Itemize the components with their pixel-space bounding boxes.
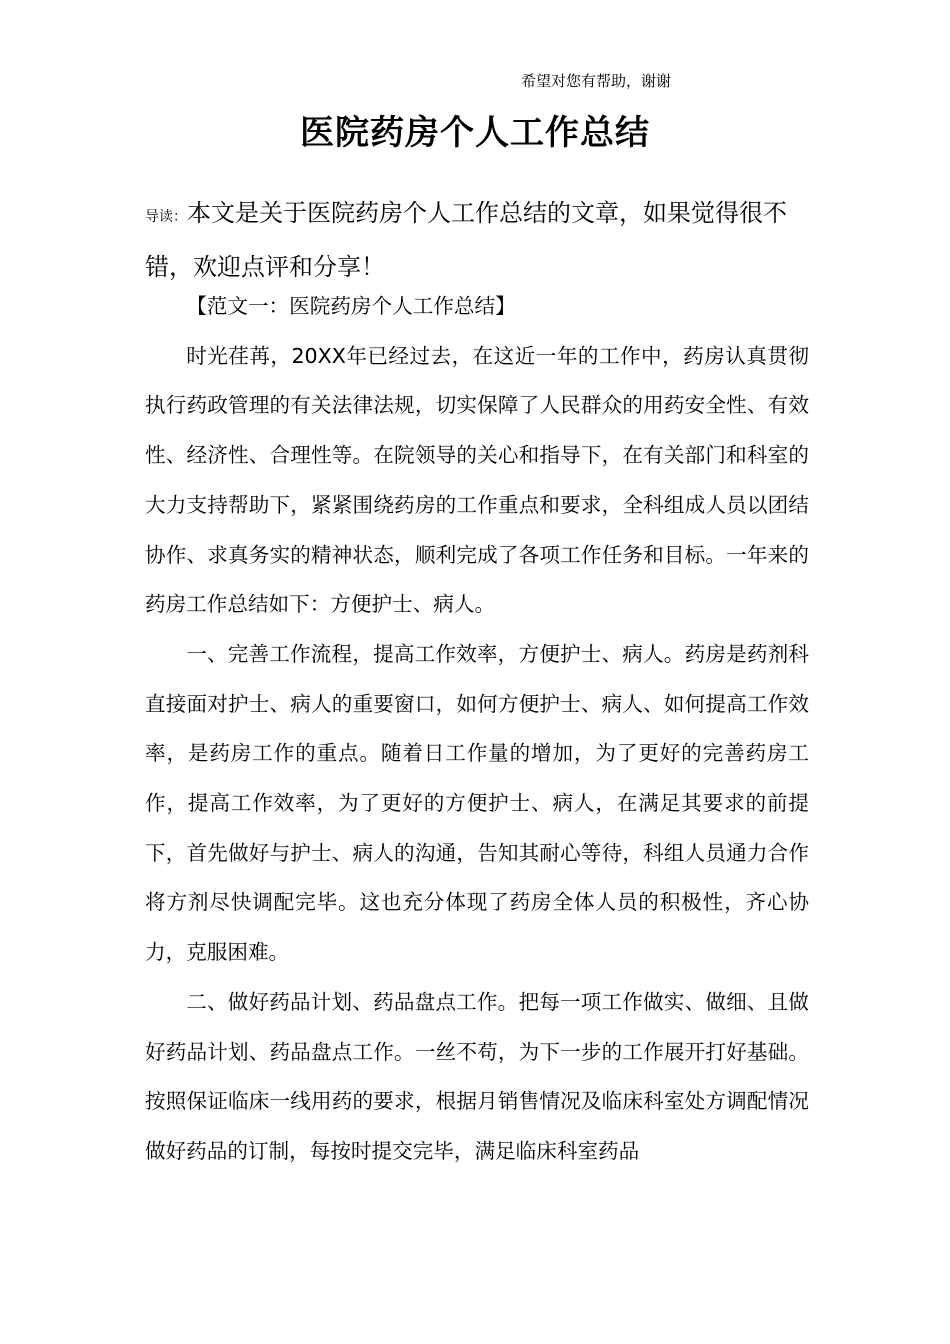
section-heading: 【范文一：医院药房个人工作总结】	[186, 294, 516, 318]
paragraph-2: 一、完善工作流程，提高工作效率，方便护士、病人。药房是药剂科直接面对护士、病人的重要窗口，如何方便护士、病人、如何提高工作效率，是药房工作的重点。随着日工作量的增加，为了更好的完善药房工作，提高工作效率，为了更好的方便护士、病人，在满足其要求的前提下，首先做好与护士、病人的沟通，告知其耐心等待，科组人员通力合作将方剂尽快调配完毕。这也充分体现了药房全体人员的积极性，齐心协力，克服困难。	[145, 641, 809, 965]
intro-text: 本文是关于医院药房个人工作总结的文章，如果觉得很不错，欢迎点评和分享！	[145, 199, 787, 281]
page-title: 医院药房个人工作总结	[300, 113, 650, 153]
intro-label: 导读：	[145, 209, 187, 225]
header-note: 希望对您有帮助，谢谢	[521, 72, 672, 90]
paragraph-3: 二、做好药品计划、药品盘点工作。把每一项工作做实、做细、且做好药品计划、药品盘点工作。一丝不苟，为下一步的工作展开打好基础。按照保证临床一线用药的要求，根据月销售情况及临床科室处方调配情况做好药品的订制，每按时提交完毕，满足临床科室药品	[145, 989, 809, 1163]
paragraph-1: 时光荏苒，20XX年已经过去，在这近一年的工作中，药房认真贯彻执行药政管理的有关法律法规，切实保障了人民群众的用药安全性、有效性、经济性、合理性等。在院领导的关心和指导下，在有关部门和科室的大力支持帮助下，紧紧围绕药房的工作重点和要求，全科组成人员以团结协作、求真务实的精神状态，顺利完成了各项工作任务和目标。一年来的药房工作总结如下：方便护士、病人。	[145, 343, 809, 617]
document-body	[145, 282, 809, 1177]
intro-block	[145, 188, 809, 292]
